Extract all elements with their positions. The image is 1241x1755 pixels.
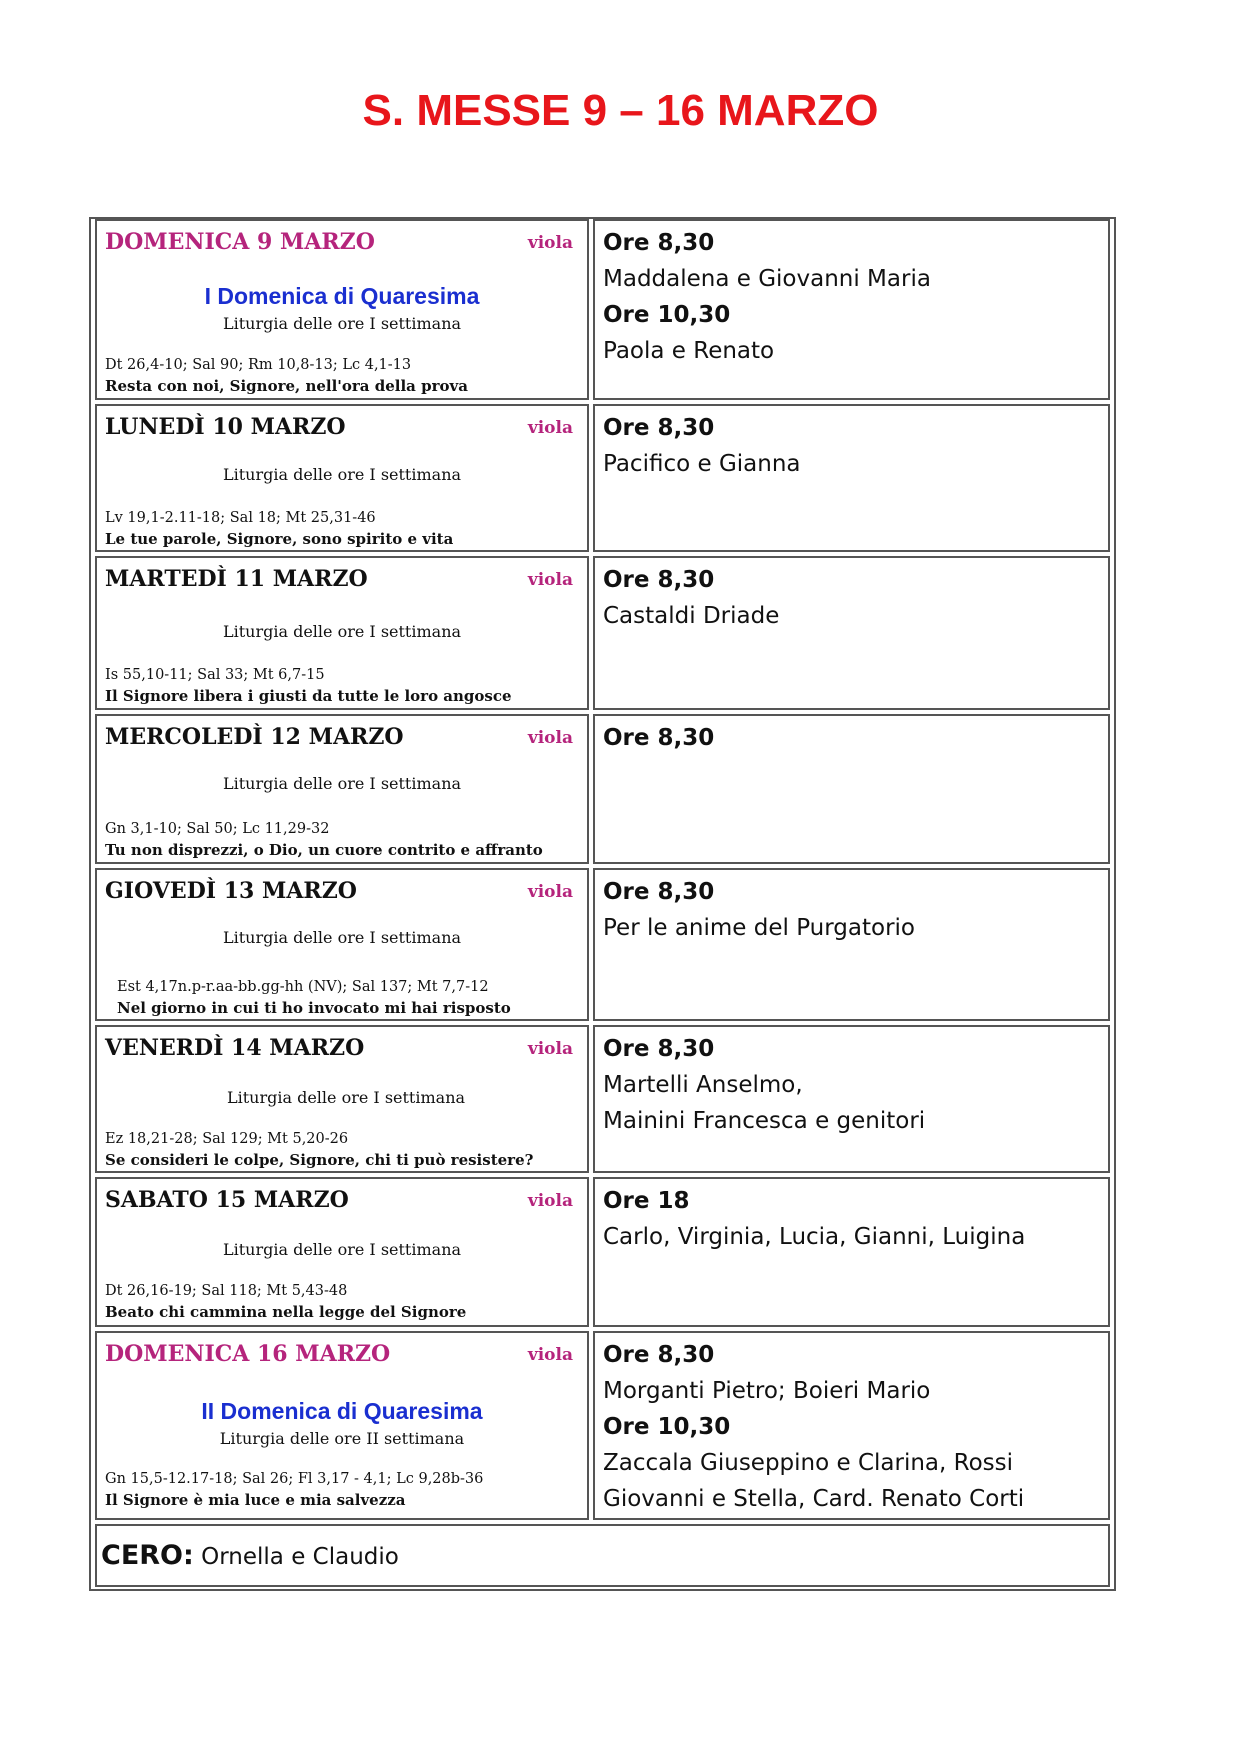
psalm-response: Tu non disprezzi, o Dio, un cuore contrito e affranto: [105, 841, 543, 859]
schedule-row: [95, 404, 1110, 552]
cero-value: Ornella e Claudio: [201, 1544, 399, 1570]
schedule-row: [95, 1177, 1110, 1327]
readings: Est 4,17n.p-r.aa-bb.gg-hh (NV); Sal 137; Mt 7,7-12: [117, 979, 489, 995]
feast-name: I Domenica di Quaresima: [204, 283, 480, 309]
psalm-response: Le tue parole, Signore, sono spirito e vita: [105, 530, 454, 548]
liturgical-color: viola: [527, 233, 573, 253]
readings: Dt 26,4-10; Sal 90; Rm 10,8-13; Lc 4,1-13: [105, 357, 412, 373]
mass-time: Ore 8,30: [603, 879, 715, 905]
readings: Lv 19,1-2.11-18; Sal 18; Mt 25,31-46: [105, 510, 376, 526]
psalm-response: Il Signore è mia luce e mia salvezza: [105, 1491, 406, 1509]
liturgical-color: viola: [527, 1345, 573, 1365]
readings: Ez 18,21-28; Sal 129; Mt 5,20-26: [105, 1131, 349, 1147]
mass-intention: Pacifico e Gianna: [603, 451, 801, 477]
mass-intention: Mainini Francesca e genitori: [603, 1108, 926, 1134]
mass-time: Ore 8,30: [603, 230, 715, 256]
day-name: DOMENICA 9 MARZO: [105, 229, 375, 255]
mass-list: [603, 720, 714, 756]
readings: Gn 3,1-10; Sal 50; Lc 11,29-32: [105, 821, 330, 837]
schedule-row: [95, 714, 1110, 864]
liturgy-cell: [95, 714, 589, 864]
cero-row: [95, 1524, 1110, 1587]
liturgy-of-hours: Liturgia delle ore I settimana: [222, 928, 462, 947]
mass-list: [603, 410, 801, 482]
mass-list: [603, 874, 915, 946]
liturgical-color: viola: [527, 728, 573, 748]
liturgy-of-hours: Liturgia delle ore I settimana: [222, 1240, 462, 1259]
mass-list: [603, 1337, 1024, 1517]
mass-cell: [593, 404, 1110, 552]
mass-intention: Martelli Anselmo,: [603, 1072, 803, 1098]
liturgy-cell: [95, 1331, 589, 1520]
schedule-row: [95, 219, 1110, 400]
mass-time: Ore 18: [603, 1188, 690, 1214]
day-name: SABATO 15 MARZO: [105, 1187, 349, 1213]
liturgical-color: viola: [527, 1191, 573, 1211]
mass-cell: [593, 868, 1110, 1021]
mass-time: Ore 10,30: [603, 1414, 731, 1440]
mass-cell: [593, 219, 1110, 400]
liturgy-cell: [95, 219, 589, 400]
mass-time: Ore 8,30: [603, 415, 715, 441]
psalm-response: Nel giorno in cui ti ho invocato mi hai risposto: [117, 999, 511, 1017]
liturgy-of-hours: Liturgia delle ore II settimana: [219, 1429, 465, 1448]
mass-cell: [593, 556, 1110, 710]
mass-intention: Carlo, Virginia, Lucia, Gianni, Luigina: [603, 1224, 1026, 1250]
day-name: DOMENICA 16 MARZO: [105, 1341, 391, 1367]
mass-time: Ore 8,30: [603, 567, 715, 593]
mass-cell: [593, 1331, 1110, 1520]
schedule-row: [95, 556, 1110, 710]
mass-list: [603, 562, 779, 634]
psalm-response: Il Signore libera i giusti da tutte le loro angosce: [105, 687, 512, 705]
day-name: VENERDÌ 14 MARZO: [105, 1035, 365, 1061]
mass-intention: Maddalena e Giovanni Maria: [603, 266, 931, 292]
liturgy-cell: [95, 1177, 589, 1327]
mass-list: [603, 1031, 925, 1139]
liturgical-color: viola: [527, 418, 573, 438]
mass-intention: Paola e Renato: [603, 338, 775, 364]
liturgy-cell: [95, 404, 589, 552]
mass-list: [603, 1183, 1025, 1255]
day-name: MERCOLEDÌ 12 MARZO: [105, 724, 404, 750]
schedule-row: [95, 1331, 1110, 1520]
day-name: GIOVEDÌ 13 MARZO: [105, 878, 357, 904]
liturgy-of-hours: Liturgia delle ore I settimana: [222, 622, 462, 641]
liturgy-of-hours: Liturgia delle ore I settimana: [222, 465, 462, 484]
psalm-response: Resta con noi, Signore, nell'ora della prova: [105, 377, 468, 395]
liturgy-cell: [95, 868, 589, 1021]
mass-list: [603, 225, 931, 369]
mass-time: Ore 8,30: [603, 1036, 715, 1062]
mass-intention: Per le anime del Purgatorio: [603, 915, 915, 941]
mass-intention: Zaccala Giuseppino e Clarina, Rossi: [603, 1450, 1014, 1476]
readings: Gn 15,5-12.17-18; Sal 26; Fl 3,17 - 4,1; Lc 9,28b-36: [105, 1471, 484, 1487]
mass-intention: Giovanni e Stella, Card. Renato Corti: [603, 1486, 1025, 1512]
liturgy-of-hours: Liturgia delle ore I settimana: [226, 1088, 466, 1107]
page-title: S. MESSE 9 – 16 MARZO: [362, 86, 879, 135]
liturgy-cell: [95, 1025, 589, 1173]
readings: Dt 26,16-19; Sal 118; Mt 5,43-48: [105, 1283, 348, 1299]
mass-time: Ore 8,30: [603, 725, 715, 751]
mass-time: Ore 10,30: [603, 302, 731, 328]
feast-name: II Domenica di Quaresima: [201, 1398, 483, 1424]
cero-label: CERO:: [101, 1540, 194, 1571]
mass-intention: Morganti Pietro; Boieri Mario: [603, 1378, 931, 1404]
liturgical-color: viola: [527, 882, 573, 902]
day-name: MARTEDÌ 11 MARZO: [105, 566, 368, 592]
psalm-response: Se consideri le colpe, Signore, chi ti può resistere?: [105, 1151, 534, 1169]
mass-cell: [593, 714, 1110, 864]
psalm-response: Beato chi cammina nella legge del Signore: [105, 1303, 467, 1321]
mass-cell: [593, 1025, 1110, 1173]
liturgy-of-hours: Liturgia delle ore I settimana: [222, 314, 462, 333]
schedule-row: [95, 1025, 1110, 1173]
mass-intention: Castaldi Driade: [603, 603, 780, 629]
readings: Is 55,10-11; Sal 33; Mt 6,7-15: [105, 667, 325, 683]
schedule-row: [95, 868, 1110, 1021]
liturgy-of-hours: Liturgia delle ore I settimana: [222, 774, 462, 793]
liturgy-cell: [95, 556, 589, 710]
liturgical-color: viola: [527, 570, 573, 590]
liturgical-color: viola: [527, 1039, 573, 1059]
day-name: LUNEDÌ 10 MARZO: [105, 414, 346, 440]
cero-text: [101, 1540, 399, 1571]
mass-cell: [593, 1177, 1110, 1327]
mass-time: Ore 8,30: [603, 1342, 715, 1368]
mass-schedule-table: [89, 217, 1116, 1591]
